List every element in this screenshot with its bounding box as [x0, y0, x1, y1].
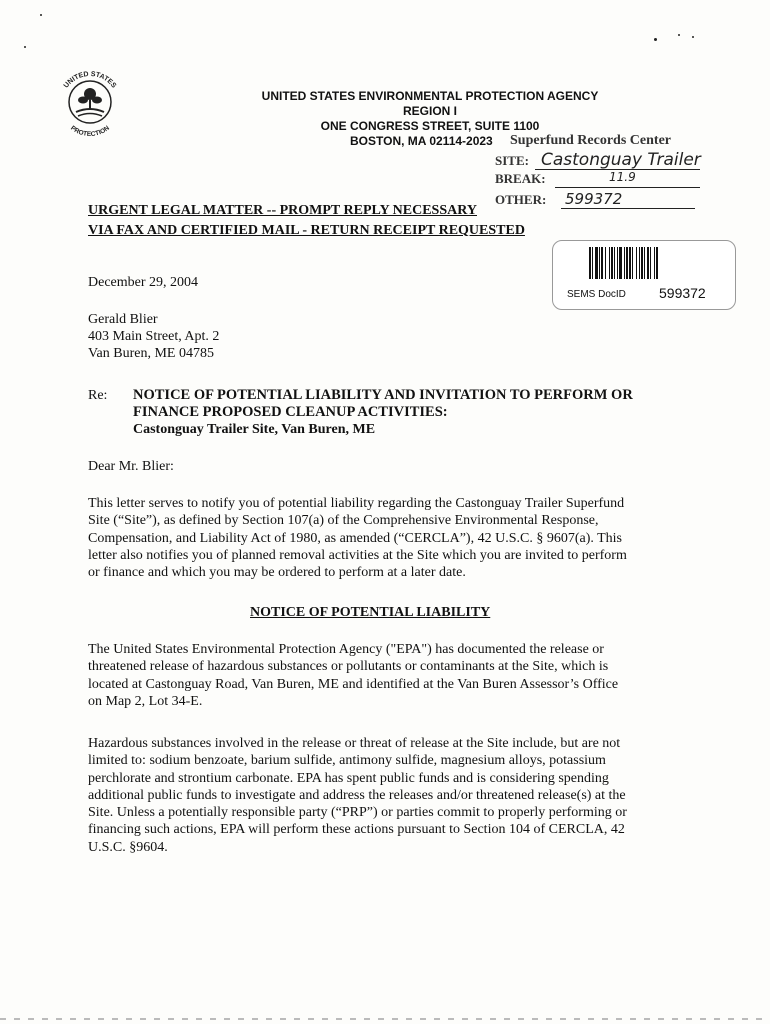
sems-label: SEMS DocID [567, 289, 626, 300]
agency-city: BOSTON, MA 02114-2023 [350, 134, 493, 148]
para2-line: located at Castonguay Road, Van Buren, ME and identified at the Van Buren Assessor’s Office [88, 676, 619, 692]
barcode-icon [589, 247, 685, 279]
para2-line: on Map 2, Lot 34-E. [88, 693, 203, 709]
seal-text-bottom: PROTECTION [69, 124, 111, 139]
site-value: Castonguay Trailer [541, 150, 701, 170]
re-subject [133, 387, 633, 438]
recipient-name: Gerald Blier [88, 312, 158, 327]
para2-line: threatened release of hazardous substances or pollutants or contaminants at the Site, which is [88, 659, 609, 675]
epa-seal-logo [48, 60, 132, 144]
agency-region: REGION I [402, 104, 457, 118]
para1-line: Site (“Site”), as defined by Section 107(a) of the Comprehensive Environmental Response, [88, 513, 599, 529]
para1-line: letter also notifies you of planned removal activities at the Site which you are invited to perform [88, 547, 627, 563]
scan-edge [0, 1018, 770, 1020]
para2-line: The United States Environmental Protection Agency ("EPA") has documented the release or [88, 642, 604, 657]
para3-line: additional public funds to investigate and address the releases and/or threatened release(s) at the [88, 787, 626, 803]
para1-line: or finance and which you may be ordered to perform at a later date. [88, 565, 466, 581]
para3-line: perchlorate and strontium carbonate. EPA has spent public funds and is considering spending [88, 770, 609, 786]
paragraph-release [88, 641, 698, 710]
section-heading: NOTICE OF POTENTIAL LIABILITY [250, 605, 491, 620]
agency-name: UNITED STATES ENVIRONMENTAL PROTECTION AGENCY [261, 89, 599, 103]
seal-text-top: UNITED STATES [62, 70, 118, 90]
other-value: 599372 [565, 190, 623, 208]
re-line-3: Castonguay Trailer Site, Van Buren, ME [133, 422, 376, 437]
other-label: OTHER: [495, 192, 547, 207]
urgent-legal-notice: URGENT LEGAL MATTER -- PROMPT REPLY NECESSARY [88, 203, 477, 218]
records-stamp-title: Superfund Records Center [510, 133, 671, 148]
para3-line: financing such actions, EPA will perform these actions pursuant to Section 104 of CERCLA, 42 [88, 822, 625, 838]
recipient-street: 403 Main Street, Apt. 2 [88, 329, 220, 344]
sems-docid-box [552, 240, 736, 310]
paragraph-intro [88, 495, 698, 581]
letter-date: December 29, 2004 [88, 275, 199, 290]
salutation: Dear Mr. Blier: [88, 459, 174, 474]
re-line-1: NOTICE OF POTENTIAL LIABILITY AND INVITATION TO PERFORM OR [133, 387, 633, 403]
para3-line: limited to: sodium benzoate, barium sulfide, antimony sulfide, magnesium alloys, potassium [88, 753, 606, 769]
para1-line: This letter serves to notify you of potential liability regarding the Castonguay Trailer Superfund [88, 496, 625, 511]
break-value: 11.9 [609, 170, 636, 184]
para3-line: Hazardous substances involved in the release or threat of release at the Site include, but are not [88, 736, 621, 751]
sems-id: 599372 [659, 285, 706, 301]
recipient-address [88, 311, 219, 362]
records-stamp [495, 150, 735, 215]
paragraph-substances [88, 735, 708, 856]
agency-header [230, 89, 630, 134]
delivery-method-notice: VIA FAX AND CERTIFIED MAIL - RETURN RECEIPT REQUESTED [88, 223, 525, 238]
svg-text:PROTECTION [69, 125, 111, 139]
para3-line: U.S.C. §9604. [88, 839, 168, 855]
site-label: SITE: [495, 153, 529, 168]
recipient-city: Van Buren, ME 04785 [88, 346, 214, 361]
para1-line: Compensation, and Liability Act of 1980, as amended (“CERCLA”), 42 U.S.C. § 9607(a). This [88, 530, 622, 546]
break-label: BREAK: [495, 171, 546, 186]
agency-street: ONE CONGRESS STREET, SUITE 1100 [320, 119, 540, 133]
re-label: Re: [88, 388, 108, 403]
para3-line: Site. Unless a potentially responsible party (“PRP”) or parties commit to properly performing or [88, 805, 627, 821]
re-line-2: FINANCE PROPOSED CLEANUP ACTIVITIES: [133, 404, 448, 420]
